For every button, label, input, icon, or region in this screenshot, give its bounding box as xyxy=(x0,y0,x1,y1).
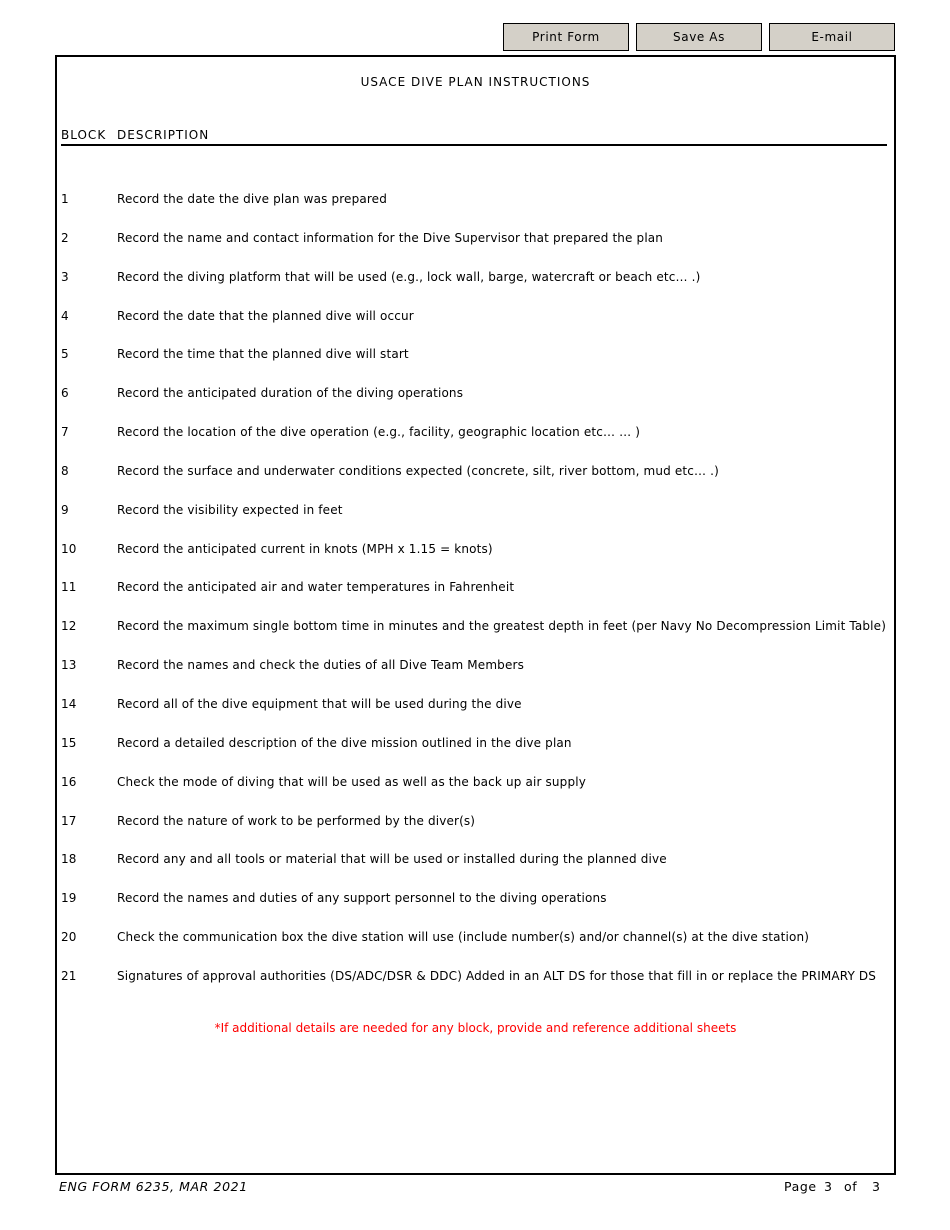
block-number: 3 xyxy=(61,269,69,284)
block-number: 17 xyxy=(61,813,77,828)
block-number: 11 xyxy=(61,580,77,595)
block-description: Record the time that the planned dive will start xyxy=(117,347,409,362)
block-number: 18 xyxy=(61,852,77,867)
block-number: 7 xyxy=(61,425,69,440)
block-description: Check the communication box the dive station will use (include number(s) and/or channel(s) at the dive station) xyxy=(117,930,810,945)
header-divider xyxy=(61,144,887,146)
instruction-row xyxy=(57,852,894,891)
print-form-button[interactable]: Print Form xyxy=(503,23,629,51)
block-description: Record any and all tools or material that will be used or installed during the planned dive xyxy=(117,852,667,867)
block-description: Record all of the dive equipment that will be used during the dive xyxy=(117,696,522,711)
block-description: Signatures of approval authorities (DS/ADC/DSR & DDC) Added in an ALT DS for those that fill in or replace the PRIMARY DS xyxy=(117,968,877,983)
instruction-row xyxy=(57,969,894,1008)
block-description: Check the mode of diving that will be used as well as the back up air supply xyxy=(117,774,586,789)
block-number: 4 xyxy=(61,308,69,323)
instruction-row xyxy=(57,386,894,425)
block-description: Record the maximum single bottom time in minutes and the greatest depth in feet (per Navy No Decompression Limit Table) xyxy=(117,619,887,634)
block-number: 15 xyxy=(61,735,77,750)
column-header-block: BLOCK xyxy=(61,128,107,142)
page-total: 3 xyxy=(872,1179,881,1194)
block-number: 19 xyxy=(61,891,77,906)
block-description: Record the surface and underwater conditions expected (concrete, silt, river bottom, mud etc… .) xyxy=(117,463,719,478)
block-number: 14 xyxy=(61,696,77,711)
block-description: Record the diving platform that will be used (e.g., lock wall, barge, watercraft or beach etc… .) xyxy=(117,269,701,284)
block-description: Record the anticipated air and water temperatures in Fahrenheit xyxy=(117,580,515,595)
block-description: Record the anticipated current in knots (MPH x 1.15 = knots) xyxy=(117,541,493,556)
page-indicator xyxy=(784,1179,881,1194)
block-description: Record the visibility expected in feet xyxy=(117,502,343,517)
instruction-row xyxy=(57,464,894,503)
block-number: 21 xyxy=(61,968,77,983)
block-number: 13 xyxy=(61,658,77,673)
email-button[interactable]: E-mail xyxy=(769,23,895,51)
page-current: 3 xyxy=(824,1179,833,1194)
block-description: Record the names and duties of any support personnel to the diving operations xyxy=(117,891,607,906)
block-number: 12 xyxy=(61,619,77,634)
block-number: 16 xyxy=(61,774,77,789)
block-number: 9 xyxy=(61,502,69,517)
block-number: 1 xyxy=(61,192,69,206)
block-description: Record a detailed description of the dive mission outlined in the dive plan xyxy=(117,735,572,750)
instruction-row xyxy=(57,736,894,775)
block-description: Record the location of the dive operation (e.g., facility, geographic location etc… … ) xyxy=(117,425,641,440)
save-as-button[interactable]: Save As xyxy=(636,23,762,51)
instruction-row xyxy=(57,658,894,697)
column-header-description: DESCRIPTION xyxy=(117,128,210,142)
instruction-row xyxy=(57,270,894,309)
instruction-row xyxy=(57,814,894,853)
instruction-row xyxy=(57,891,894,930)
page-label: Page xyxy=(784,1179,817,1194)
instruction-row xyxy=(57,580,894,619)
block-number: 8 xyxy=(61,463,69,478)
instruction-list xyxy=(57,192,894,1008)
block-number: 20 xyxy=(61,930,77,945)
page-title: USACE DIVE PLAN INSTRUCTIONS xyxy=(360,75,591,89)
instruction-row xyxy=(57,347,894,386)
instruction-row xyxy=(57,192,894,231)
block-number: 10 xyxy=(61,541,77,556)
form-page xyxy=(55,55,896,1175)
form-identifier: ENG FORM 6235, MAR 2021 xyxy=(59,1179,248,1194)
block-description: Record the names and check the duties of all Dive Team Members xyxy=(117,658,524,673)
instruction-row xyxy=(57,930,894,969)
instruction-row xyxy=(57,542,894,581)
instruction-row xyxy=(57,775,894,814)
block-description: Record the date the dive plan was prepared xyxy=(117,192,387,206)
instruction-row xyxy=(57,697,894,736)
instruction-row xyxy=(57,425,894,464)
instruction-row xyxy=(57,619,894,658)
block-number: 5 xyxy=(61,347,69,362)
block-description: Record the name and contact information for the Dive Supervisor that prepared the plan xyxy=(117,230,664,245)
block-description: Record the anticipated duration of the diving operations xyxy=(117,386,464,401)
instruction-row xyxy=(57,503,894,542)
block-number: 2 xyxy=(61,230,69,245)
additional-sheets-note: *If additional details are needed for any block, provide and reference additional sheets xyxy=(214,1021,737,1035)
block-number: 6 xyxy=(61,386,69,401)
instruction-row xyxy=(57,309,894,348)
block-description: Record the nature of work to be performed by the diver(s) xyxy=(117,813,476,828)
page-of-label: of xyxy=(844,1179,858,1194)
instruction-row xyxy=(57,231,894,270)
block-description: Record the date that the planned dive will occur xyxy=(117,308,414,323)
